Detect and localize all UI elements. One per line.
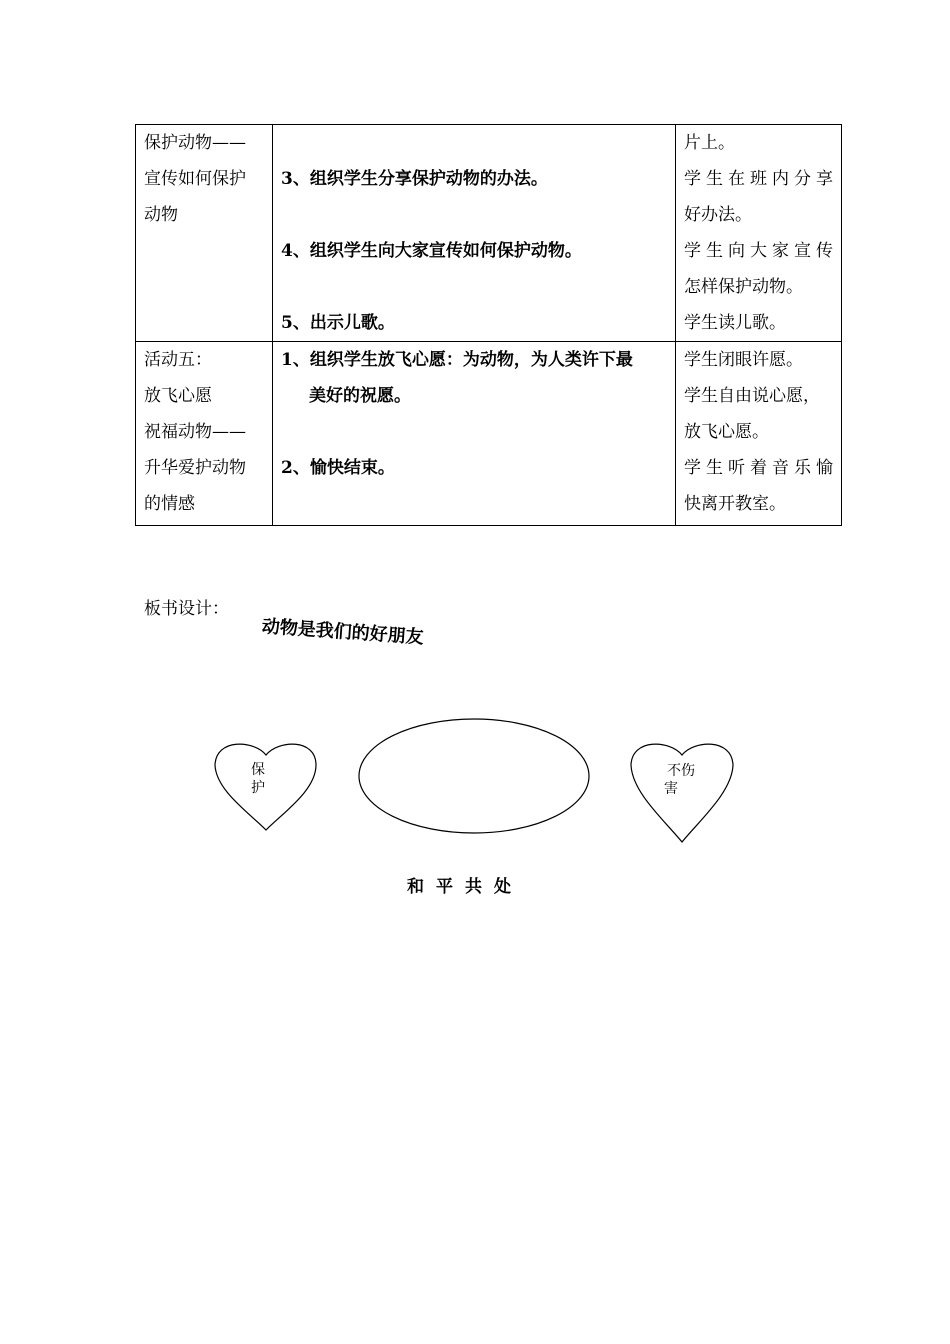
student-line: 学生向大家宣传 [684,241,833,261]
table-row [136,125,842,342]
teacher-steps-cell [273,342,676,526]
heart-text-line: 害 [664,781,678,797]
activity-line: 宣传如何保护 [144,169,246,189]
step-1: 1、组织学生放飞心愿：为动物，为人类许下最 [281,350,633,370]
heart-text-line: 不伤 [667,763,695,779]
right-heart-text [664,762,700,798]
heart-text-line: 护 [251,780,265,796]
left-heart-text [248,761,268,797]
activity-cell [136,125,273,342]
table-row [136,342,842,526]
activity-line: 动物 [144,205,178,225]
activity-line: 活动五： [144,350,212,370]
peace-text: 和平共处 [407,877,523,897]
student-activity-cell [676,125,842,342]
step-1-continued: 美好的祝愿。 [309,386,411,406]
board-design-label: 板书设计： [144,599,229,619]
student-line: 怎样保护动物。 [684,277,803,297]
step-2: 2、愉快结束。 [281,458,395,478]
heart-text-line: 保 [251,762,265,778]
activity-line: 祝福动物—— [144,422,246,442]
student-line: 快离开教室。 [684,494,786,514]
activity-line: 升华爱护动物 [144,458,246,478]
activity-line: 的情感 [144,494,195,514]
student-line: 学生听着音乐愉 [684,458,833,478]
teacher-steps-cell [273,125,676,342]
student-line: 学生读儿歌。 [684,313,786,333]
step-4: 4、组织学生向大家宣传如何保护动物。 [281,241,582,261]
student-line: 学生闭眼许愿。 [684,350,803,370]
activity-line: 保护动物—— [144,133,246,153]
step-3: 3、组织学生分享保护动物的办法。 [281,169,548,189]
step-5: 5、出示儿歌。 [281,313,395,333]
board-title: 动物是我们的好朋友 [261,616,425,649]
lesson-plan-table [135,124,842,526]
student-line: 放飞心愿。 [684,422,769,442]
student-line: 学生自由说心愿， [684,386,820,406]
center-ellipse [359,719,589,833]
activity-cell [136,342,273,526]
student-line: 片上。 [684,133,735,153]
student-line: 学生在班内分享 [684,169,833,189]
student-line: 好办法。 [684,205,752,225]
student-activity-cell [676,342,842,526]
activity-line: 放飞心愿 [144,386,212,406]
